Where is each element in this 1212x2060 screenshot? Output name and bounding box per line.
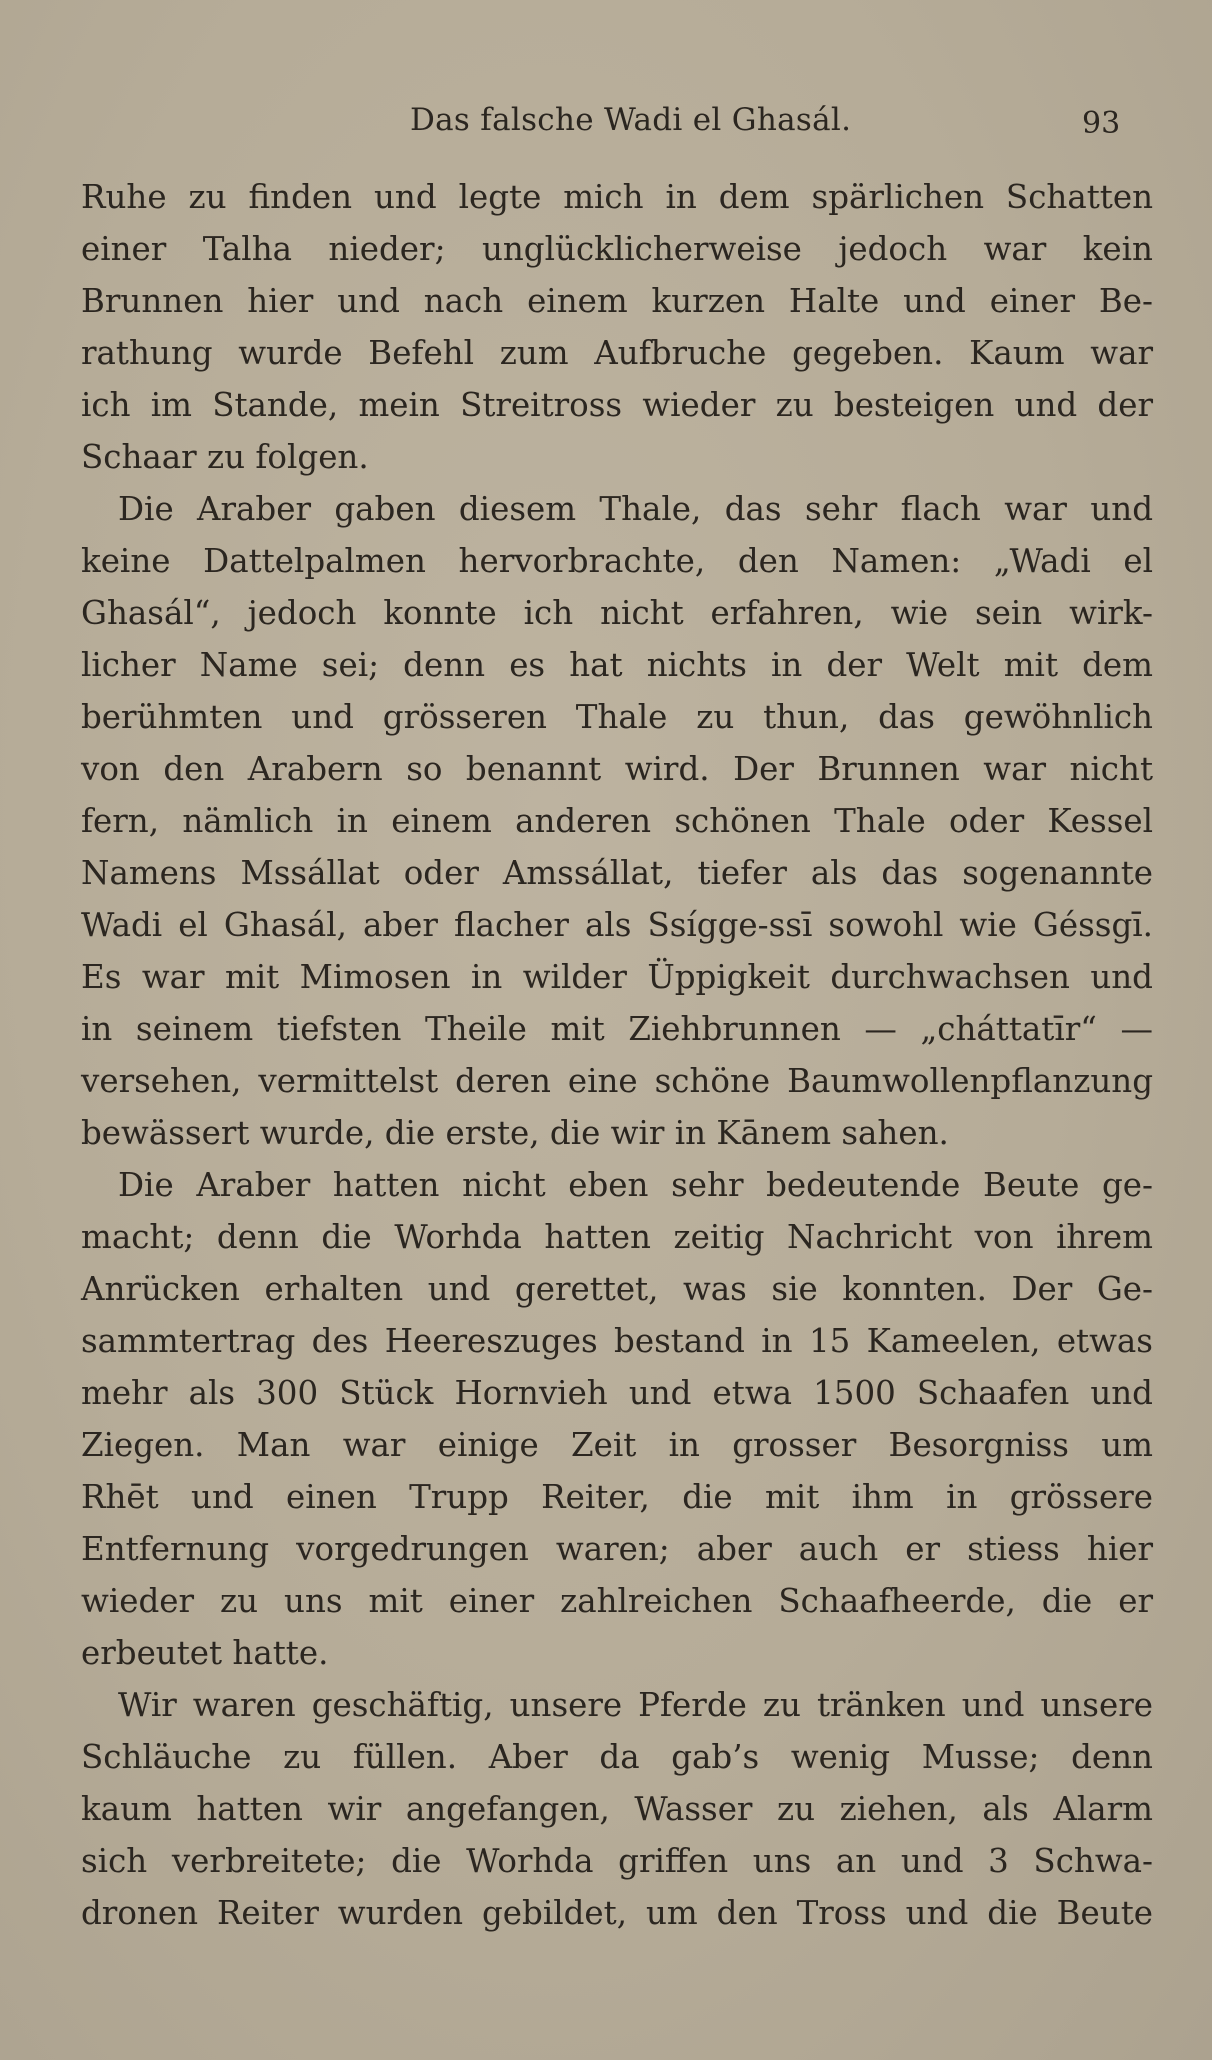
text-line: Es war mit Mimosen in wilder Üppigkeit durchwachsen und [81,958,1153,996]
text-line: dronen Reiter wurden gebildet, um den Tross und die Beute [81,1894,1153,1932]
page-number: 93 [1082,106,1121,141]
text-line: kaum hatten wir angefangen, Wasser zu ziehen, als Alarm [81,1790,1153,1828]
text-line: Anrücken erhalten und gerettet, was sie konnten. Der Ge- [81,1270,1153,1308]
text-line: Namens Mssállat oder Amssállat, tiefer als das sogenannte [81,854,1153,892]
text-line: Schläuche zu füllen. Aber da gab’s wenig Musse; denn [81,1738,1153,1776]
text-line: von den Arabern so benannt wird. Der Brunnen war nicht [81,750,1153,788]
text-line: Entfernung vorgedrungen waren; aber auch er stiess hier [81,1530,1153,1568]
paragraph-start-line: Die Araber hatten nicht eben sehr bedeutende Beute ge- [118,1166,1153,1204]
text-line: einer Talha nieder; unglücklicherweise jedoch war kein [81,230,1153,268]
text-line: wieder zu uns mit einer zahlreichen Schaafheerde, die er [81,1582,1153,1620]
paragraph-start-line: Die Araber gaben diesem Thale, das sehr flach war und [118,490,1153,528]
page-header [0,102,1212,142]
text-line: keine Dattelpalmen hervorbrachte, den Namen: „Wadi el [81,542,1153,580]
text-line: mehr als 300 Stück Hornvieh und etwa 1500 Schaafen und [81,1374,1153,1412]
text-line: Wadi el Ghasál, aber flacher als Ssígge-ssī sowohl wie Géssgī. [81,906,1153,944]
text-line: sich verbreitete; die Worhda griffen uns an und 3 Schwa- [81,1842,1153,1880]
text-line: Ruhe zu finden und legte mich in dem spärlichen Schatten [81,178,1153,216]
text-line: Ziegen. Man war einige Zeit in grosser Besorgniss um [81,1426,1153,1464]
text-line: Brunnen hier und nach einem kurzen Halte und einer Be- [81,282,1153,320]
paragraph-start-line: Wir waren geschäftig, unsere Pferde zu tränken und unsere [118,1686,1153,1724]
text-line: erbeutet hatte. [81,1634,329,1672]
text-line: Rhēt und einen Trupp Reiter, die mit ihm in grössere [81,1478,1153,1516]
text-line: fern, nämlich in einem anderen schönen Thale oder Kessel [81,802,1153,840]
text-line: berühmten und grösseren Thale zu thun, das gewöhnlich [81,698,1153,736]
text-line: Schaar zu folgen. [81,438,369,476]
text-line: macht; denn die Worhda hatten zeitig Nachricht von ihrem [81,1218,1153,1256]
body-text [81,171,1153,1939]
running-title: Das falsche Wadi el Ghasál. [410,102,852,138]
text-line: in seinem tiefsten Theile mit Ziehbrunnen — „cháttatīr“ — [81,1010,1153,1048]
text-line: rathung wurde Befehl zum Aufbruche gegeben. Kaum war [81,334,1153,372]
text-line: bewässert wurde, die erste, die wir in Kānem sahen. [81,1114,949,1152]
text-line: Ghasál“, jedoch konnte ich nicht erfahren, wie sein wirk- [81,594,1153,632]
text-line: licher Name sei; denn es hat nichts in der Welt mit dem [81,646,1153,684]
text-line: ich im Stande, mein Streitross wieder zu besteigen und der [81,386,1153,424]
text-line: versehen, vermittelst deren eine schöne Baumwollenpflanzung [81,1062,1153,1100]
text-line: sammtertrag des Heereszuges bestand in 15 Kameelen, etwas [81,1322,1153,1360]
